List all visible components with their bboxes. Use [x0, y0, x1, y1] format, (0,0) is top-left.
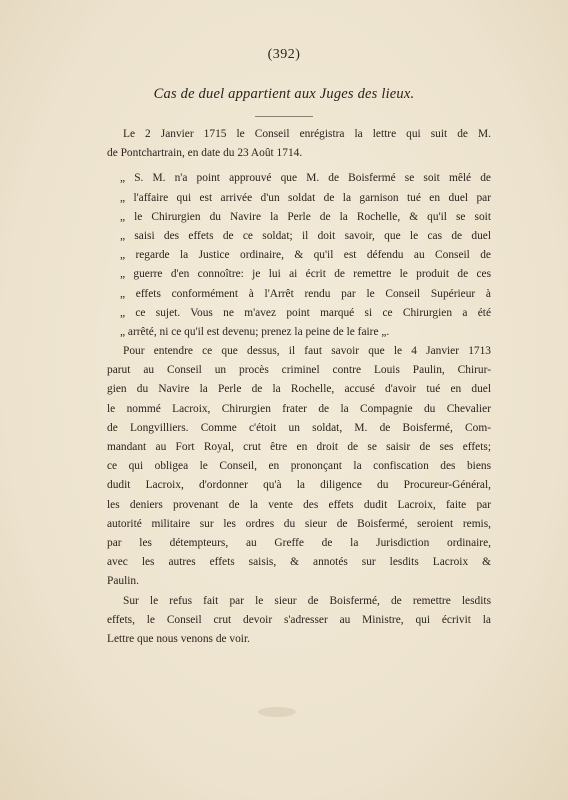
quote-line: „ l'affaire qui est arrivée d'un soldat de la garnison tué en duel par: [120, 191, 491, 204]
text-line: Sur le refus fait par le sieur de Boisfermé, de remettre lesdits: [123, 594, 491, 607]
quote-line: „ ce sujet. Vous ne m'avez point marqué si ce Chirurgien a été: [120, 306, 491, 319]
quote-line: „ le Chirurgien du Navire la Perle de la Rochelle, & qu'il se soit: [120, 210, 491, 223]
text-line: les deniers provenant de la vente des effets dudit Lacroix, faite par: [107, 498, 491, 511]
text-line: avec les autres effets saisis, & annotés sur lesdits Lacroix &: [107, 556, 491, 569]
text-line: de Longvilliers. Comme c'étoit un soldat, M. de Boisfermé, Com-: [107, 421, 491, 434]
text-line: Pour entendre ce que dessus, il faut savoir que le 4 Janvier 1713: [123, 345, 491, 358]
quote-line: „ regarde la Justice ordinaire, & qu'il est défendu au Conseil de: [120, 249, 491, 262]
text-line: Le 2 Janvier 1715 le Conseil enrégistra la lettre qui suit de M.: [123, 128, 491, 140]
text-line: effets, le Conseil crut devoir s'adresser au Ministre, qui écrivit la: [107, 613, 491, 626]
text-line: parut au Conseil un procès criminel contre Louis Paulin, Chirur-: [107, 364, 491, 377]
text-line: ce qui obligea le Conseil, en prononçant la confiscation des biens: [107, 460, 491, 473]
text-line: de Pontchartrain, en date du 23 Août 1714.: [107, 147, 303, 160]
text-line: mandant au Fort Royal, crut être en droit de se saisir de ses effets;: [107, 441, 491, 453]
quote-line: „ arrêté, ni ce qu'il est devenu; prenez la peine de le faire „.: [120, 325, 390, 338]
heading-divider: [255, 116, 313, 117]
section-heading: Cas de duel appartient aux Juges des lieux.: [153, 86, 415, 102]
text-line: autorité militaire sur les ordres du sieur de Boisfermé, seroient remis,: [107, 517, 491, 530]
quote-line: „ saisi des effets de ce soldat; il doit savoir, que le cas de duel: [120, 229, 491, 242]
text-line: Lettre que nous venons de voir.: [107, 632, 250, 645]
quote-line: „ effets conformément à l'Arrêt rendu par le Conseil Supérieur à: [120, 287, 491, 300]
quote-line: „ S. M. n'a point approuvé que M. de Boisfermé se soit mêlé de: [120, 172, 491, 185]
body-text: [107, 125, 491, 649]
text-line: dudit Lacroix, d'ordonner qu'à la diligence du Procureur-Général,: [107, 479, 491, 492]
ink-smudge: [258, 707, 296, 717]
page-number: (392): [267, 47, 301, 62]
text-line: Paulin.: [107, 575, 139, 588]
quote-line: „ guerre d'en connoître: je lui ai écrit de remettre le produit de ces: [120, 268, 491, 281]
text-line: le nommé Lacroix, Chirurgien frater de la Compagnie du Chevalier: [107, 402, 491, 415]
text-line: par les détempteurs, au Greffe de la Jurisdiction ordinaire,: [107, 536, 491, 549]
text-line: gien du Navire la Perle de la Rochelle, accusé d'avoir tué en duel: [107, 383, 491, 396]
